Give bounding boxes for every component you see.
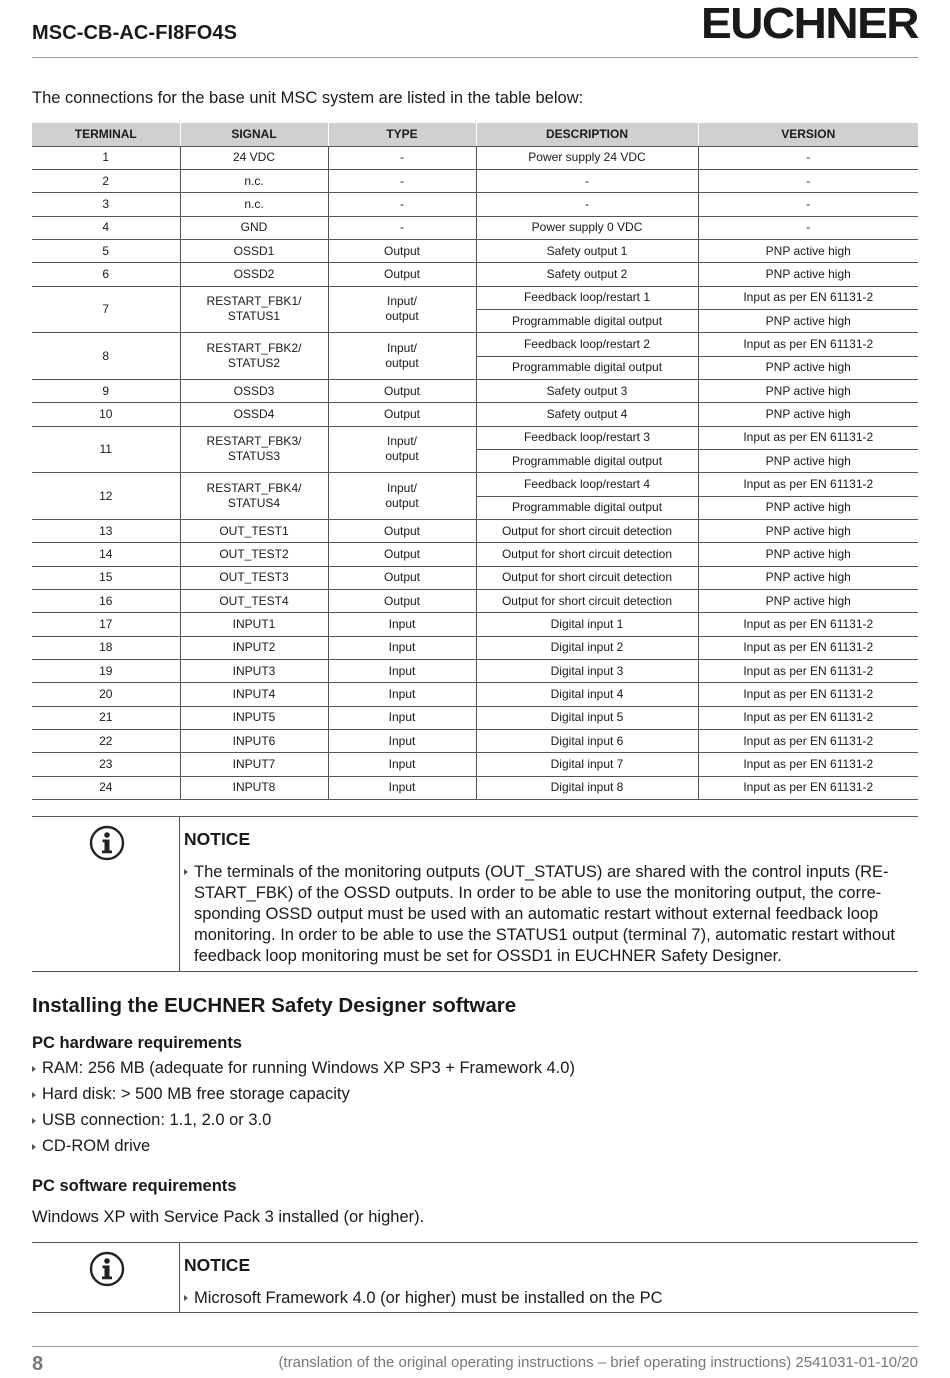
- cell-version: Input as per EN 61131-2: [698, 613, 918, 636]
- notice-icon-column: [32, 1243, 180, 1312]
- cell-signal-text: OSSD2: [233, 266, 275, 281]
- cell-terminal-text: 13: [99, 523, 113, 538]
- cell-type: [328, 753, 476, 776]
- cell-signal-text: STATUS4: [227, 496, 281, 511]
- cell-terminal: [32, 660, 180, 683]
- cell-description: Power supply 0 VDC: [476, 216, 698, 239]
- cell-signal-text: INPUT1: [232, 617, 276, 632]
- cell-description: Digital input 8: [476, 776, 698, 799]
- notice-line: monitoring. In order to be able to use the STATUS1 output (terminal 7), automatic restart without: [194, 926, 895, 944]
- cell-type: [328, 403, 476, 426]
- cell-type: [328, 263, 476, 286]
- cell-version: Input as per EN 61131-2: [698, 776, 918, 799]
- table-row: [32, 543, 918, 566]
- cell-type-text: Input: [388, 663, 416, 678]
- cell-type-text: Output: [383, 523, 421, 538]
- cell-type-text: -: [400, 220, 404, 235]
- cell-type-text: output: [385, 356, 419, 371]
- cell-terminal-text: 15: [99, 570, 113, 585]
- bullet-marker-icon: [184, 1295, 188, 1301]
- cell-signal-text: OUT_TEST1: [219, 523, 289, 538]
- notice-box: [32, 816, 918, 972]
- cell-type: [328, 566, 476, 589]
- cell-signal: [180, 636, 328, 659]
- column-header-signal: SIGNAL: [180, 123, 328, 146]
- cell-description: Programmable digital output: [476, 449, 698, 472]
- cell-type-text: -: [400, 150, 404, 165]
- cell-version: -: [698, 193, 918, 216]
- cell-terminal: [32, 426, 180, 473]
- cell-version: Input as per EN 61131-2: [698, 333, 918, 356]
- cell-signal-text: n.c.: [244, 196, 264, 211]
- cell-terminal-text: 11: [99, 441, 112, 456]
- table-row: [32, 333, 918, 356]
- cell-type: [328, 169, 476, 192]
- cell-description: Safety output 2: [476, 263, 698, 286]
- cell-description: Safety output 3: [476, 379, 698, 402]
- notice-line: START_FBK) of the OSSD outputs. In order to be able to use the monitoring output, the corre-: [194, 884, 882, 902]
- cell-type: [328, 590, 476, 613]
- cell-terminal-text: 22: [99, 733, 113, 748]
- bullet-marker-icon: [32, 1092, 36, 1098]
- cell-version: PNP active high: [698, 239, 918, 262]
- cell-signal: [180, 239, 328, 262]
- cell-description: Safety output 4: [476, 403, 698, 426]
- table-row: [32, 473, 918, 496]
- cell-version: -: [698, 216, 918, 239]
- cell-signal-text: INPUT5: [232, 710, 276, 725]
- table-row: [32, 660, 918, 683]
- cell-terminal: [32, 473, 180, 520]
- cell-signal-text: RESTART_FBK2/: [206, 341, 302, 356]
- table-row: [32, 193, 918, 216]
- cell-type-text: Input/: [386, 434, 418, 449]
- cell-type: [328, 706, 476, 729]
- cell-version: Input as per EN 61131-2: [698, 473, 918, 496]
- cell-type: [328, 239, 476, 262]
- cell-version: PNP active high: [698, 520, 918, 543]
- cell-type-text: Input: [388, 710, 416, 725]
- cell-type: [328, 146, 476, 169]
- cell-terminal: [32, 776, 180, 799]
- cell-version: Input as per EN 61131-2: [698, 706, 918, 729]
- cell-signal: [180, 403, 328, 426]
- intro-text: The connections for the base unit MSC system are listed in the table below:: [32, 89, 584, 107]
- cell-description: Feedback loop/restart 3: [476, 426, 698, 449]
- cell-terminal: [32, 286, 180, 333]
- notice-icon-column: [32, 817, 180, 971]
- cell-version: PNP active high: [698, 543, 918, 566]
- cell-signal: [180, 473, 328, 520]
- table-row: [32, 263, 918, 286]
- cell-version: Input as per EN 61131-2: [698, 636, 918, 659]
- table-row: [32, 169, 918, 192]
- list-item-text: Hard disk: > 500 MB free storage capacity: [42, 1085, 350, 1103]
- cell-type: [328, 613, 476, 636]
- cell-terminal-text: 5: [102, 243, 110, 258]
- cell-type-text: Input: [388, 687, 416, 702]
- cell-terminal: [32, 193, 180, 216]
- cell-type-text: -: [400, 196, 404, 211]
- cell-type: [328, 193, 476, 216]
- cell-signal: [180, 776, 328, 799]
- cell-type-text: Output: [383, 406, 421, 421]
- notice-box: [32, 1242, 918, 1313]
- cell-signal-text: INPUT7: [232, 757, 276, 772]
- cell-version: PNP active high: [698, 356, 918, 379]
- cell-version: PNP active high: [698, 449, 918, 472]
- cell-type: [328, 216, 476, 239]
- cell-type-text: Output: [383, 243, 421, 258]
- cell-signal: [180, 520, 328, 543]
- table-row: [32, 753, 918, 776]
- cell-signal-text: INPUT3: [232, 663, 276, 678]
- software-requirements-heading: PC software requirements: [32, 1177, 237, 1195]
- cell-version: PNP active high: [698, 590, 918, 613]
- table-row: [32, 426, 918, 449]
- table-row: [32, 520, 918, 543]
- cell-signal-text: STATUS3: [227, 449, 281, 464]
- cell-signal: [180, 379, 328, 402]
- table-header-row: [32, 123, 918, 146]
- cell-signal-text: OUT_TEST2: [219, 547, 289, 562]
- cell-terminal: [32, 333, 180, 380]
- cell-signal: [180, 543, 328, 566]
- cell-terminal: [32, 216, 180, 239]
- cell-signal: [180, 566, 328, 589]
- cell-description: Power supply 24 VDC: [476, 146, 698, 169]
- list-item-text: CD-ROM drive: [42, 1137, 151, 1155]
- table-row: [32, 566, 918, 589]
- notice-line: Microsoft Framework 4.0 (or higher) must be installed on the PC: [194, 1289, 663, 1307]
- cell-terminal-text: 8: [102, 348, 110, 363]
- cell-version: Input as per EN 61131-2: [698, 286, 918, 309]
- cell-signal: [180, 193, 328, 216]
- cell-terminal-text: 24: [99, 780, 113, 795]
- cell-signal: [180, 263, 328, 286]
- software-requirements-text: Windows XP with Service Pack 3 installed (or higher).: [32, 1208, 425, 1226]
- cell-signal: [180, 146, 328, 169]
- cell-description: Digital input 5: [476, 706, 698, 729]
- cell-version: Input as per EN 61131-2: [698, 753, 918, 776]
- info-icon: [89, 1251, 125, 1287]
- cell-description: Digital input 2: [476, 636, 698, 659]
- cell-type: [328, 730, 476, 753]
- column-header-description: DESCRIPTION: [476, 123, 698, 146]
- cell-type-text: Input: [388, 757, 416, 772]
- cell-terminal-text: 20: [99, 687, 113, 702]
- cell-terminal-text: 7: [102, 301, 110, 316]
- list-item: [32, 1137, 150, 1156]
- notice-line: sponding OSSD output must be used with an automatic restart without external feedback loop: [194, 905, 879, 923]
- cell-signal: [180, 590, 328, 613]
- cell-description: Feedback loop/restart 2: [476, 333, 698, 356]
- cell-terminal-text: 2: [102, 173, 110, 188]
- cell-type: [328, 286, 476, 333]
- list-item: [32, 1059, 575, 1078]
- cell-description: Output for short circuit detection: [476, 520, 698, 543]
- cell-terminal-text: 9: [102, 383, 110, 398]
- cell-terminal: [32, 543, 180, 566]
- bullet-marker-icon: [32, 1066, 36, 1072]
- list-item: [32, 1111, 271, 1130]
- table-row: [32, 776, 918, 799]
- cell-type: [328, 660, 476, 683]
- cell-terminal-text: 10: [99, 406, 113, 421]
- cell-signal-text: n.c.: [244, 173, 264, 188]
- cell-terminal-text: 14: [99, 547, 113, 562]
- cell-terminal: [32, 239, 180, 262]
- cell-description: Programmable digital output: [476, 496, 698, 519]
- table-row: [32, 216, 918, 239]
- cell-type: [328, 333, 476, 380]
- cell-signal: [180, 333, 328, 380]
- cell-description: Digital input 1: [476, 613, 698, 636]
- notice-text: [184, 1288, 663, 1309]
- cell-type: [328, 683, 476, 706]
- cell-type-text: output: [385, 496, 419, 511]
- brand-logo: EUCHNER: [701, 0, 918, 48]
- cell-description: -: [476, 169, 698, 192]
- cell-version: PNP active high: [698, 496, 918, 519]
- cell-signal: [180, 613, 328, 636]
- list-item: [32, 1085, 350, 1104]
- cell-terminal: [32, 636, 180, 659]
- table-row: [32, 403, 918, 426]
- document-title: MSC-CB-AC-FI8FO4S: [32, 22, 238, 44]
- column-header-version: VERSION: [698, 123, 918, 146]
- cell-terminal-text: 4: [102, 220, 110, 235]
- cell-description: -: [476, 193, 698, 216]
- cell-description: Digital input 3: [476, 660, 698, 683]
- page-number: 8: [32, 1353, 44, 1375]
- cell-version: Input as per EN 61131-2: [698, 660, 918, 683]
- cell-signal-text: OSSD4: [233, 406, 275, 421]
- cell-version: PNP active high: [698, 566, 918, 589]
- cell-type-text: Input/: [386, 294, 418, 309]
- page-footer: [32, 1346, 918, 1378]
- cell-signal-text: OUT_TEST3: [219, 570, 289, 585]
- notice-line: The terminals of the monitoring outputs (OUT_STATUS) are shared with the control inputs (RE-: [194, 863, 889, 881]
- cell-terminal-text: 17: [99, 617, 113, 632]
- notice-line: feedback loop monitoring must be set for OSSD1 in EUCHNER Safety Designer.: [194, 947, 782, 965]
- cell-version: -: [698, 169, 918, 192]
- cell-signal-text: STATUS1: [227, 309, 281, 324]
- cell-terminal-text: 19: [99, 663, 113, 678]
- cell-terminal: [32, 706, 180, 729]
- cell-version: Input as per EN 61131-2: [698, 683, 918, 706]
- table-row: [32, 286, 918, 309]
- cell-signal-text: 24 VDC: [232, 150, 276, 165]
- cell-type-text: Input: [388, 617, 416, 632]
- cell-type: [328, 426, 476, 473]
- cell-terminal-text: 23: [99, 757, 113, 772]
- cell-description: Safety output 1: [476, 239, 698, 262]
- bullet-marker-icon: [32, 1118, 36, 1124]
- cell-type: [328, 776, 476, 799]
- cell-type-text: Input: [388, 780, 416, 795]
- cell-type-text: output: [385, 309, 419, 324]
- cell-terminal: [32, 403, 180, 426]
- cell-terminal-text: 16: [99, 593, 113, 608]
- cell-description: Feedback loop/restart 1: [476, 286, 698, 309]
- cell-signal-text: OUT_TEST4: [219, 593, 289, 608]
- cell-description: Digital input 7: [476, 753, 698, 776]
- bullet-marker-icon: [184, 869, 188, 875]
- cell-description: Programmable digital output: [476, 309, 698, 332]
- cell-signal: [180, 683, 328, 706]
- cell-signal: [180, 753, 328, 776]
- cell-signal-text: RESTART_FBK3/: [206, 434, 302, 449]
- column-header-terminal: TERMINAL: [32, 123, 180, 146]
- list-item-text: USB connection: 1.1, 2.0 or 3.0: [42, 1111, 272, 1129]
- cell-description: Programmable digital output: [476, 356, 698, 379]
- cell-version: Input as per EN 61131-2: [698, 730, 918, 753]
- cell-terminal: [32, 753, 180, 776]
- cell-terminal: [32, 520, 180, 543]
- cell-type-text: Output: [383, 593, 421, 608]
- cell-type-text: Output: [383, 266, 421, 281]
- table-row: [32, 590, 918, 613]
- table-row: [32, 239, 918, 262]
- cell-signal-text: OSSD1: [233, 243, 275, 258]
- notice-heading: NOTICE: [184, 1255, 251, 1275]
- bullet-marker-icon: [32, 1144, 36, 1150]
- connections-table: [32, 123, 918, 800]
- cell-terminal-text: 3: [102, 196, 110, 211]
- cell-description: Digital input 6: [476, 730, 698, 753]
- cell-type-text: Input: [388, 640, 416, 655]
- cell-type: [328, 543, 476, 566]
- footer-text: (translation of the original operating instructions – brief operating instructions) 2541031-01-10/20: [278, 1354, 918, 1371]
- cell-description: Feedback loop/restart 4: [476, 473, 698, 496]
- table-row: [32, 146, 918, 169]
- cell-description: Output for short circuit detection: [476, 543, 698, 566]
- table-row: [32, 730, 918, 753]
- cell-terminal: [32, 263, 180, 286]
- cell-terminal-text: 6: [102, 266, 110, 281]
- notice-heading: NOTICE: [184, 829, 251, 849]
- cell-signal: [180, 706, 328, 729]
- cell-version: PNP active high: [698, 403, 918, 426]
- cell-signal: [180, 286, 328, 333]
- cell-terminal: [32, 379, 180, 402]
- cell-type: [328, 473, 476, 520]
- cell-type-text: Input/: [386, 341, 418, 356]
- cell-type: [328, 379, 476, 402]
- cell-description: Digital input 4: [476, 683, 698, 706]
- table-row: [32, 683, 918, 706]
- cell-version: PNP active high: [698, 379, 918, 402]
- cell-type-text: -: [400, 173, 404, 188]
- cell-signal: [180, 660, 328, 683]
- cell-signal-text: INPUT8: [232, 780, 276, 795]
- cell-type-text: Input: [388, 733, 416, 748]
- cell-terminal: [32, 146, 180, 169]
- cell-version: Input as per EN 61131-2: [698, 426, 918, 449]
- cell-description: Output for short circuit detection: [476, 566, 698, 589]
- table-row: [32, 379, 918, 402]
- cell-signal-text: RESTART_FBK1/: [206, 294, 302, 309]
- cell-signal: [180, 426, 328, 473]
- cell-type-text: Output: [383, 383, 421, 398]
- cell-version: PNP active high: [698, 309, 918, 332]
- cell-terminal: [32, 590, 180, 613]
- cell-signal-text: GND: [240, 220, 268, 235]
- table-row: [32, 706, 918, 729]
- info-icon: [89, 825, 125, 861]
- cell-terminal-text: 12: [99, 488, 113, 503]
- cell-type-text: output: [385, 449, 419, 464]
- cell-type: [328, 520, 476, 543]
- cell-terminal: [32, 566, 180, 589]
- cell-signal-text: RESTART_FBK4/: [206, 481, 302, 496]
- cell-type: [328, 636, 476, 659]
- cell-signal: [180, 216, 328, 239]
- cell-signal-text: INPUT6: [232, 733, 276, 748]
- cell-terminal: [32, 730, 180, 753]
- cell-description: Output for short circuit detection: [476, 590, 698, 613]
- table-row: [32, 636, 918, 659]
- hardware-requirements-heading: PC hardware requirements: [32, 1034, 242, 1052]
- cell-signal-text: OSSD3: [233, 383, 275, 398]
- cell-terminal: [32, 613, 180, 636]
- cell-terminal-text: 1: [102, 150, 110, 165]
- cell-signal: [180, 730, 328, 753]
- cell-signal: [180, 169, 328, 192]
- cell-signal-text: STATUS2: [227, 356, 281, 371]
- cell-version: -: [698, 146, 918, 169]
- cell-type-text: Input/: [386, 481, 418, 496]
- table-row: [32, 613, 918, 636]
- cell-type-text: Output: [383, 570, 421, 585]
- column-header-type: TYPE: [328, 123, 476, 146]
- cell-terminal-text: 21: [99, 710, 113, 725]
- cell-signal-text: INPUT4: [232, 687, 276, 702]
- cell-terminal: [32, 683, 180, 706]
- cell-type-text: Output: [383, 547, 421, 562]
- page-header: [32, 0, 918, 58]
- cell-version: PNP active high: [698, 263, 918, 286]
- cell-signal-text: INPUT2: [232, 640, 276, 655]
- cell-terminal-text: 18: [99, 640, 113, 655]
- cell-terminal: [32, 169, 180, 192]
- notice-text: [184, 862, 895, 967]
- list-item-text: RAM: 256 MB (adequate for running Windows XP SP3 + Framework 4.0): [42, 1059, 575, 1077]
- section-heading: Installing the EUCHNER Safety Designer software: [32, 994, 517, 1017]
